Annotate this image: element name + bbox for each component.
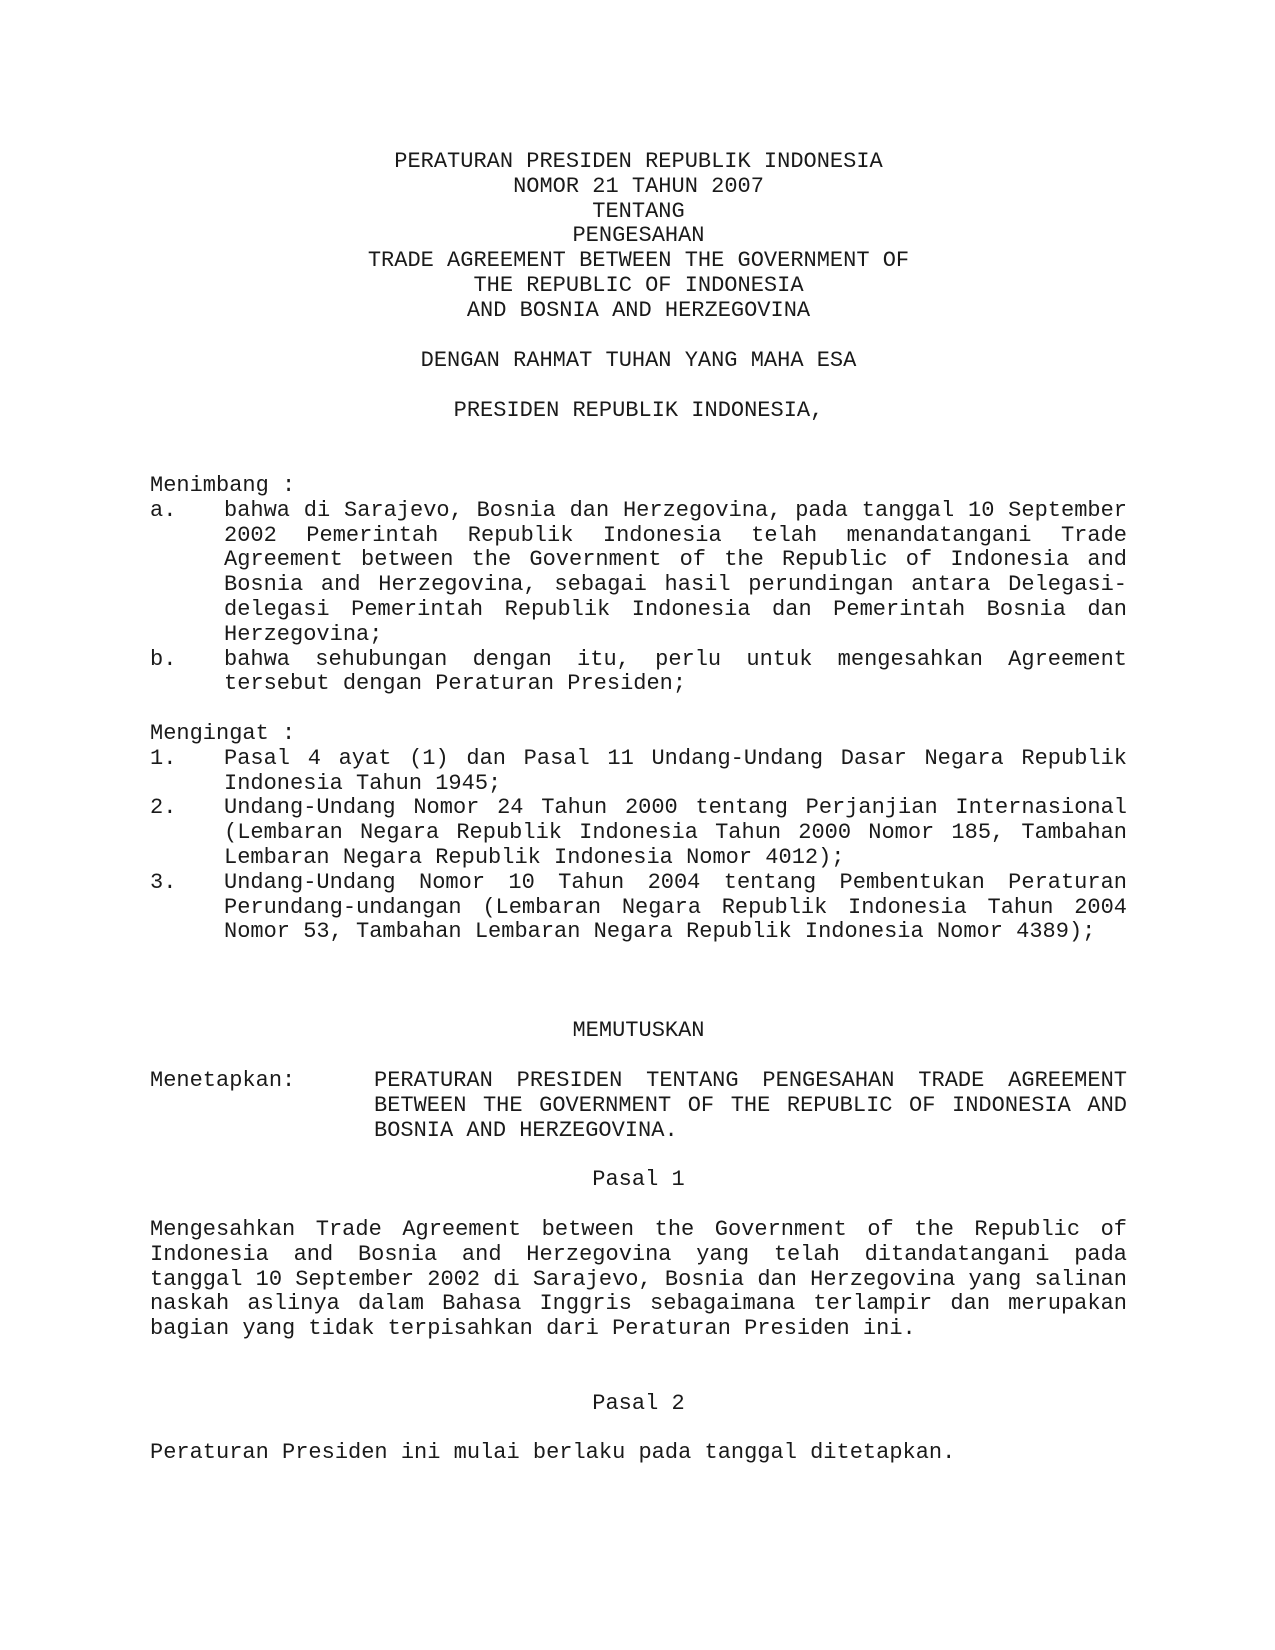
title-line: PERATURAN PRESIDEN REPUBLIK INDONESIA [394,149,883,174]
memutuskan-heading: MEMUTUSKAN [572,1018,705,1043]
pasal-2-heading: Pasal 2 [592,1391,685,1416]
title-line: TRADE AGREEMENT BETWEEN THE GOVERNMENT OF [367,248,910,274]
menetapkan-section [150,1069,1127,1143]
title-line: NOMOR 21 TAHUN 2007 [513,173,764,199]
list-item [150,499,1127,648]
pasal-1-heading: Pasal 1 [592,1167,685,1192]
menimbang-label: Menimbang : [150,473,296,498]
item-text: Undang-Undang Nomor 24 Tahun 2000 tentang Perjanjian Internasional (Lembaran Negara Republik Indonesia Tahun 2000 Nomor 185, Tambahan Lembaran Negara Republik Indonesia Nomor 4012); [224,795,1127,870]
list-item [150,648,1127,698]
item-marker: b. [150,646,177,672]
pasal-2-text: Peraturan Presiden ini mulai berlaku pada tanggal ditetapkan. [150,1440,956,1465]
menimbang-section [150,474,1127,697]
title-line: AND BOSNIA AND HERZEGOVINA [466,297,811,323]
list-item [150,747,1127,797]
document-title [150,150,1127,324]
greeting: DENGAN RAHMAT TUHAN YANG MAHA ESA [420,348,857,373]
item-marker: a. [150,497,177,523]
item-marker: 3. [150,869,177,895]
item-text: bahwa sehubungan dengan itu, perlu untuk mengesahkan Agreement tersebut dengan Peraturan Presiden; [224,646,1127,697]
pasal-1-text: Mengesahkan Trade Agreement between the Government of the Republic of Indonesia and Bosnia and Herzegovina yang telah ditandatangani pada tanggal 10 September 2002 di Sarajevo, Bosnia dan Herzegovina yang salinan naskah aslinya dalam Bahasa Inggris sebagaimana terlampir dan merupakan bagian yang tidak terpisahkan dari Peraturan Presiden ini. [150,1217,1127,1342]
mengingat-label: Mengingat : [150,721,296,746]
title-line: PENGESAHAN [572,223,705,249]
item-text: Undang-Undang Nomor 10 Tahun 2004 tentang Pembentukan Peraturan Perundang-undangan (Lembaran Negara Republik Indonesia Tahun 2004 Nomor 53, Tambahan Lembaran Negara Republik Indonesia Nomor 4389); [224,869,1127,945]
title-line: TENTANG [592,198,685,224]
president-heading: PRESIDEN REPUBLIK INDONESIA, [453,398,824,423]
item-marker: 1. [150,745,177,771]
mengingat-section [150,722,1127,945]
list-item [150,871,1127,945]
item-marker: 2. [150,795,177,821]
item-text: Pasal 4 ayat (1) dan Pasal 11 Undang-Undang Dasar Negara Republik Indonesia Tahun 1945; [224,745,1127,796]
list-item [150,796,1127,870]
menetapkan-label: Menetapkan: [150,1068,296,1093]
title-line: THE REPUBLIC OF INDONESIA [473,272,804,298]
item-text: bahwa di Sarajevo, Bosnia dan Herzegovina, pada tanggal 10 September 2002 Pemerintah Republik Indonesia telah menandatangani Trade Agreement between the Government of the Republic of Indonesia and Bosnia and Herzegovina, sebagai hasil perundingan antara Delegasi-delegasi Pemerintah Republik Indonesia dan Pemerintah Bosnia dan Herzegovina; [224,497,1127,647]
menetapkan-text: PERATURAN PRESIDEN TENTANG PENGESAHAN TRADE AGREEMENT BETWEEN THE GOVERNMENT OF THE REPUBLIC OF INDONESIA AND BOSNIA AND HERZEGOVINA. [374,1068,1127,1143]
